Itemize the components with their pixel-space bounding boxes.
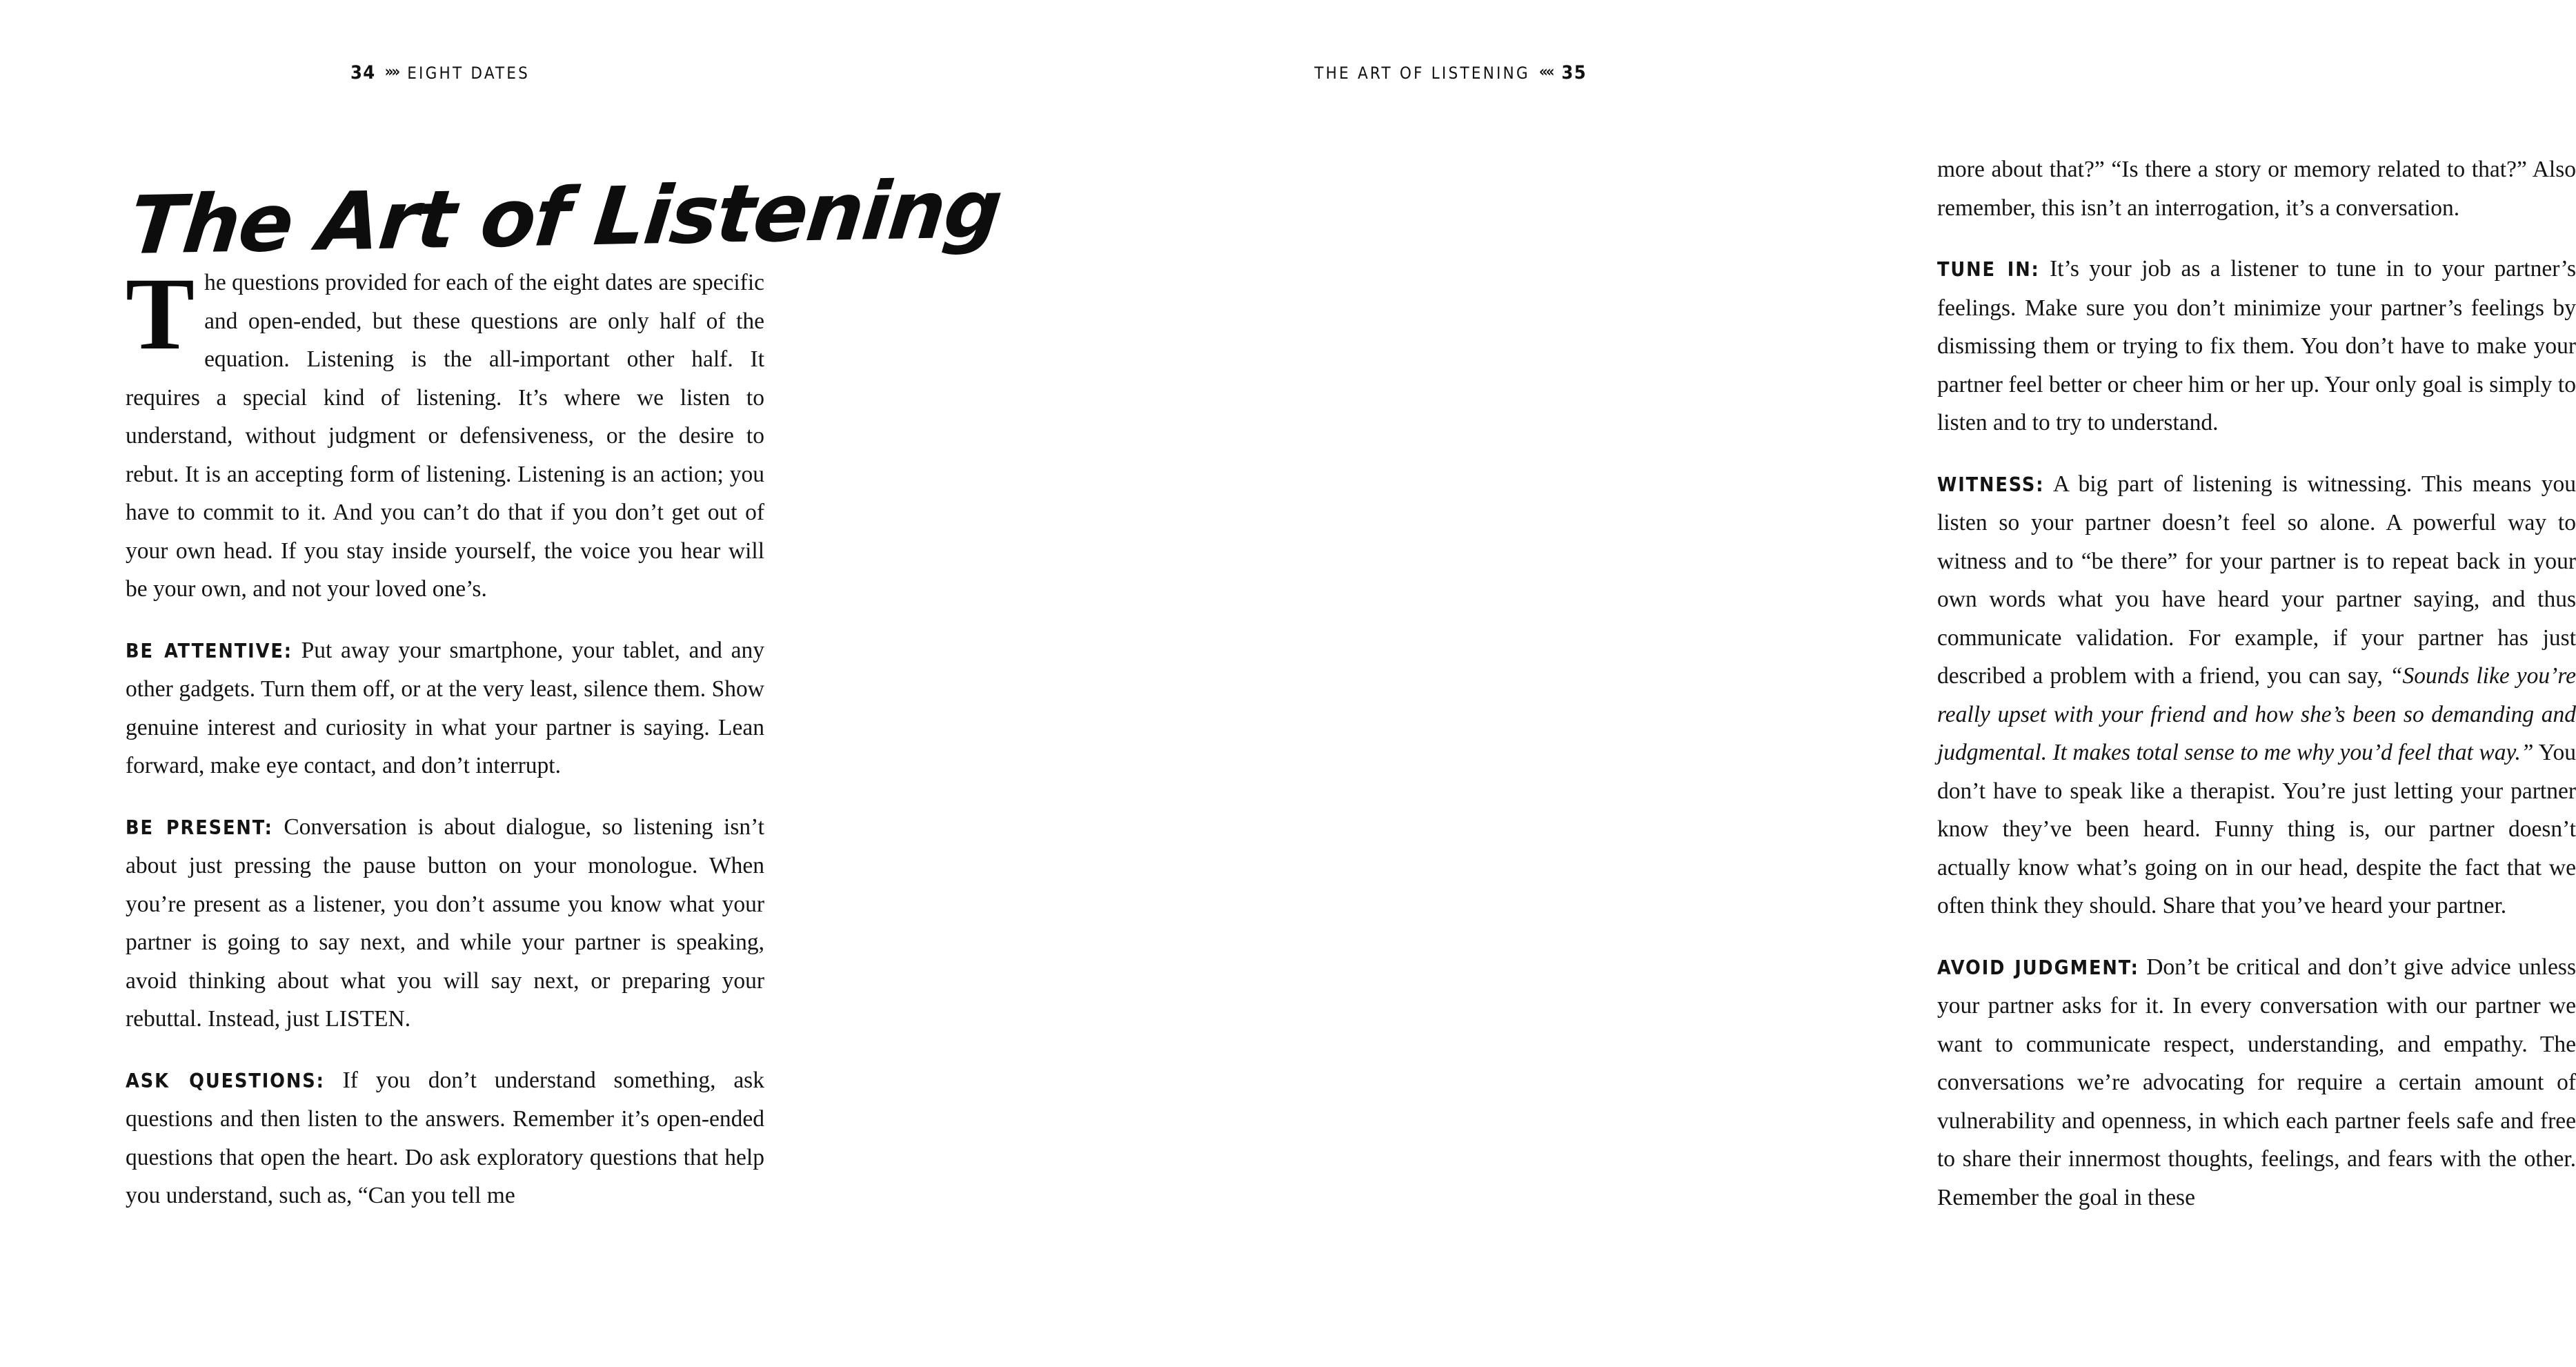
runin-label-tune-in: TUNE IN: bbox=[1937, 258, 2040, 281]
paragraph-continuation-text: more about that?” “Is there a story or memory related to that?” Also remember, this isn’t an interrogation, it’s a conversation. bbox=[1937, 157, 2576, 221]
paragraph-be-attentive-text: Put away your smartphone, your tablet, and any other gadgets. Turn them off, or at the very least, silence them. Show genuine interest and curiosity in what your partner is saying. Lean forward, make eye contact, and don’t interrupt. bbox=[126, 637, 765, 778]
chevron-left-icon: «« bbox=[1538, 63, 1553, 81]
left-column-body bbox=[126, 257, 765, 1215]
runin-label-avoid-judgment: AVOID JUDGMENT: bbox=[1937, 956, 2139, 979]
paragraph-witness-text-before-quote: A big part of listening is witnessing. This means you listen so your partner doesn’t feel so alone. A powerful way to witness and to “be there” for your partner is to repeat back in your own words what you have heard your partner saying, and thus communicate validation. For example, if your partner has just described a problem with a friend, you can say, bbox=[1937, 471, 2576, 689]
paragraph-intro bbox=[126, 257, 764, 609]
running-head-left bbox=[350, 63, 530, 82]
paragraph-intro-text: he questions provided for each of the eight dates are specific and open-ended, but these questions are only half of the equation. Listening is the all-important other half. It requires a special kind of listening. It’s where we listen to understand, without judgment or defensiveness, or the desire to rebut. It is an accepting form of listening. Listening is an action; you have to commit to it. And you can’t do that if you don’t get out of your own head. If you stay inside yourself, the voice you hear will be your own, and not your loved one’s. bbox=[126, 270, 764, 602]
drop-cap-letter: T bbox=[126, 257, 195, 371]
left-page bbox=[0, 0, 1006, 1367]
witness-example-quote: “Sounds like you’re really upset with your friend and how she’s been so demanding and judgmental. It makes total sense to me why you’d feel that way.” bbox=[1937, 663, 2576, 765]
runin-label-ask-questions: ASK QUESTIONS: bbox=[126, 1069, 325, 1092]
paragraph-be-attentive bbox=[126, 631, 764, 785]
paragraph-be-present-text: Conversation is about dialogue, so listening isn’t about just pressing the pause button on your monologue. When you’re present as a listener, you don’t assume you know what your partner is going to say next, and while your partner is speaking, avoid thinking about what you will say next, or preparing your rebuttal. Instead, just LISTEN. bbox=[126, 814, 764, 1032]
paragraph-continuation bbox=[1937, 150, 2576, 227]
runin-label-be-present: BE PRESENT: bbox=[126, 816, 273, 839]
paragraph-witness-text-after-quote: You don’t have to speak like a therapist. You’re just letting your partner know they’ve been heard. Funny thing is, our partner doesn’t actually know what’s going on in our head, despite the fact that we often think they should. Share that you’ve heard your partner. bbox=[1937, 740, 2576, 918]
paragraph-avoid-judgment bbox=[1937, 948, 2576, 1217]
right-page bbox=[897, 0, 2576, 1367]
right-column-body bbox=[1937, 150, 2576, 1217]
paragraph-be-present bbox=[126, 808, 764, 1039]
runin-label-be-attentive: BE ATTENTIVE: bbox=[126, 639, 293, 662]
paragraph-ask-questions bbox=[126, 1061, 764, 1215]
book-title-runhead: EIGHT DATES bbox=[407, 63, 531, 83]
chapter-title-runhead: THE ART OF LISTENING bbox=[1314, 63, 1530, 83]
runin-label-witness: WITNESS: bbox=[1937, 473, 2045, 496]
page-number-left: 34 bbox=[350, 62, 376, 83]
paragraph-ask-questions-text: If you don’t understand something, ask questions and then listen to the answers. Remember it’s open-ended questions that open the heart. Do ask exploratory questions that help you understand, such as, “Can you tell me bbox=[126, 1067, 764, 1208]
page-number-right: 35 bbox=[1561, 62, 1587, 83]
chapter-title: The Art of Listening bbox=[125, 162, 1006, 273]
paragraph-tune-in bbox=[1937, 250, 2576, 442]
running-head-right bbox=[1314, 63, 1587, 82]
paragraph-avoid-judgment-text: Don’t be critical and don’t give advice unless your partner asks for it. In every conversation with our partner we want to communicate respect, understanding, and empathy. The conversations we’re advocating for require a certain amount of vulnerability and openness, in which each partner feels safe and free to share their innermost thoughts, feelings, and fears with the other. Remember the goal in these bbox=[1937, 954, 2576, 1210]
paragraph-witness bbox=[1937, 465, 2576, 925]
paragraph-tune-in-text: It’s your job as a listener to tune in to your partner’s feelings. Make sure you don’t minimize your partner’s feelings by dismissing them or trying to fix them. You don’t have to make your partner feel better or cheer him or her up. Your only goal is simply to listen and to try to understand. bbox=[1937, 256, 2576, 435]
chevron-right-icon: »» bbox=[384, 63, 399, 81]
